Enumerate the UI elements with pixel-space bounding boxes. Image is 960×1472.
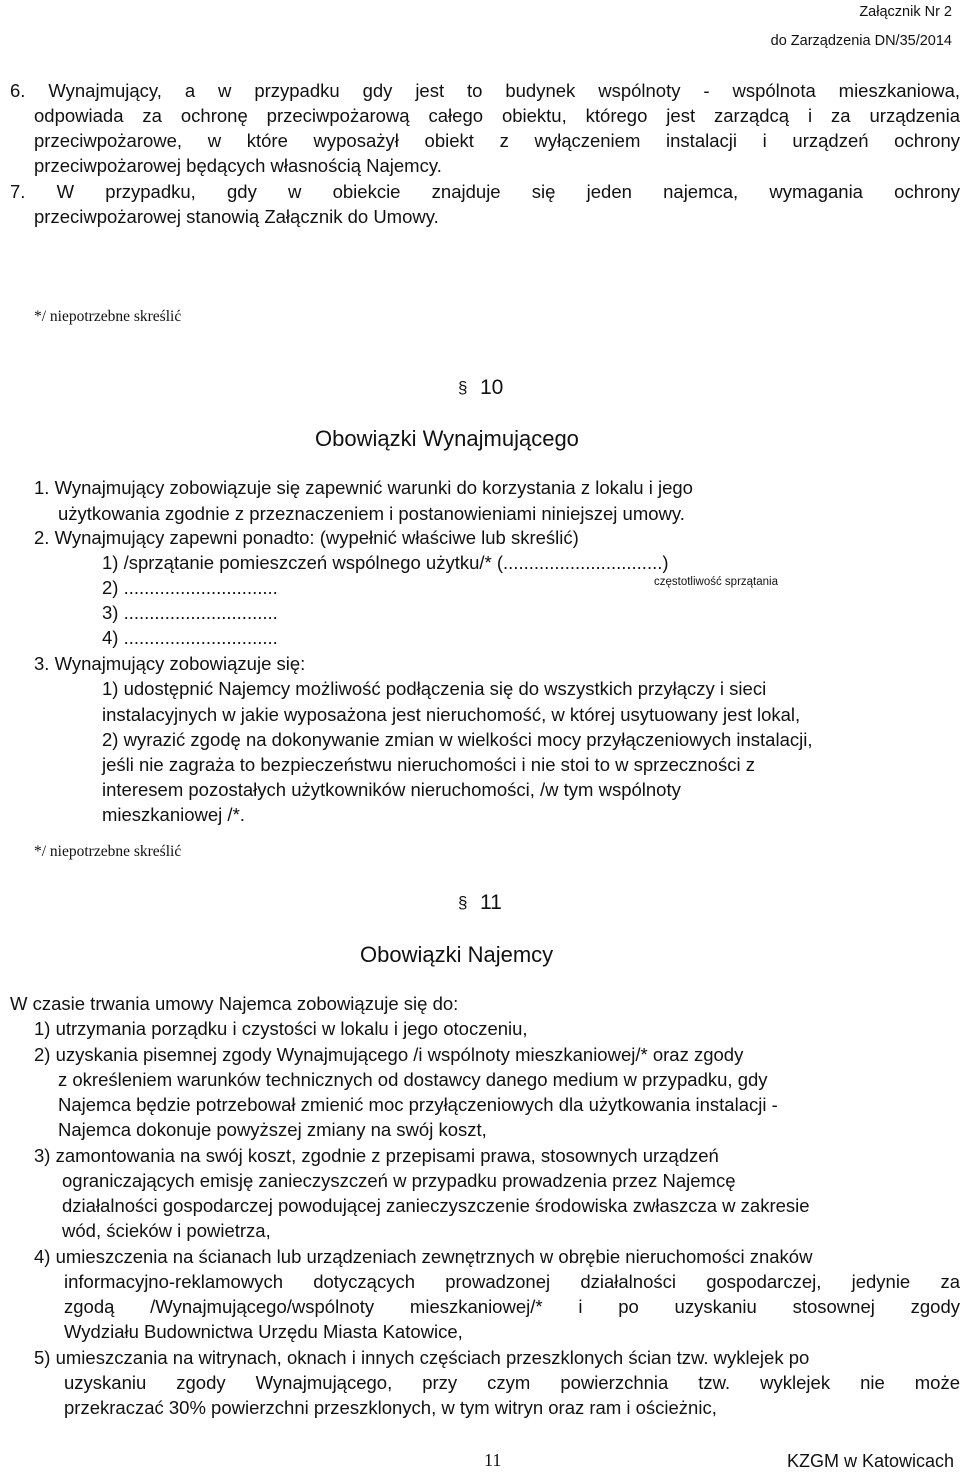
s11-item-4-line-2: informacyjno-reklamowych dotyczących prowadzonej działalności gospodarczej, jedynie za — [64, 1271, 960, 1292]
item-6-line-1: 6. Wynajmujący, a w przypadku gdy jest to budynek wspólnoty - wspólnota mieszkaniowa, — [10, 80, 960, 101]
item-7-line-2: przeciwpożarowej stanowią Załącznik do Umowy. — [34, 206, 439, 227]
section-number-10: 10 — [480, 376, 504, 399]
item-7-line-1: 7. W przypadku, gdy w obiekcie znajduje się jeden najemca, wymagania ochrony — [10, 181, 960, 202]
page-number: 11 — [484, 1450, 502, 1470]
s10-item-1-line-2: użytkowania zgodnie z przeznaczeniem i postanowieniami niniejszej umowy. — [58, 503, 685, 524]
section-mark-11: § — [458, 893, 468, 912]
s11-item-3-line-1: 3) zamontowania na swój koszt, zgodnie z przepisami prawa, stosownych urządzeń — [34, 1145, 719, 1166]
s11-item-3-line-2: ograniczających emisję zanieczyszczeń w przypadku prowadzenia przez Najemcę — [62, 1170, 736, 1191]
organization-footer: KZGM w Katowicach — [786, 1451, 954, 1471]
item-6-line-3: przeciwpożarowe, w które wyposażył obiekt z wyłączeniem instalacji i urządzeń ochrony — [34, 130, 960, 151]
s11-item-4-line-3: zgodą /Wynajmującego/wspólnoty mieszkaniowej/* i po uzyskaniu stosownej zgody — [64, 1296, 960, 1317]
item-6-line-4: przeciwpożarowej będących własnością Najemcy. — [34, 155, 442, 176]
s10-item-2-sub-3: 3) .............................. — [102, 602, 278, 623]
s11-item-3-line-3: działalności gospodarczej powodującej zanieczyszczenie środowiska zwłaszcza w zakresie — [62, 1195, 810, 1216]
s10-item-3-sub-2-line-1: 2) wyrazić zgodę na dokonywanie zmian w wielkości mocy przyłączeniowych instalacji, — [102, 729, 813, 750]
s10-item-3-sub-1-line-1: 1) udostępnić Najemcy możliwość podłączenia się do wszystkich przyłączy i sieci — [102, 678, 767, 699]
section-number-11: 11 — [480, 891, 502, 914]
s10-item-3-sub-1-line-2: instalacyjnych w jakie wyposażona jest nieruchomość, w której usytuowany jest lokal, — [102, 704, 801, 725]
s11-intro: W czasie trwania umowy Najemca zobowiązuje się do: — [10, 993, 459, 1014]
s11-item-2-line-3: Najemca będzie potrzebował zmienić moc przyłączeniowych dla użytkowania instalacji - — [58, 1094, 778, 1115]
s10-item-3-intro: 3. Wynajmujący zobowiązuje się: — [34, 653, 306, 674]
section-10-title: Obowiązki Wynajmującego — [315, 426, 579, 451]
s10-item-3-sub-2-line-3: interesem pozostałych użytkowników nieruchomości, /w tym wspólnoty — [102, 779, 681, 800]
item-6-line-2: odpowiada za ochronę przeciwpożarową całego obiektu, którego jest zarządcą i za urządzenia — [34, 105, 960, 126]
footnote-1: */ niepotrzebne skreślić — [34, 308, 182, 325]
s11-item-4-line-1: 4) umieszczenia na ścianach lub urządzeniach zewnętrznych w obrębie nieruchomości znaków — [34, 1246, 813, 1267]
section-mark-10: § — [458, 378, 468, 397]
s10-item-2-sub-4: 4) .............................. — [102, 627, 278, 648]
s10-item-2-sub-1: 1) /sprzątanie pomieszczeń wspólnego użytku/* (...............................) — [102, 552, 669, 573]
s11-item-2-line-2: z określeniem warunków technicznych od dostawcy danego medium w przypadku, gdy — [58, 1069, 768, 1090]
order-reference: do Zarządzenia DN/35/2014 — [770, 33, 952, 49]
footnote-2: */ niepotrzebne skreślić — [34, 843, 182, 860]
s11-item-3-line-4: wód, ścieków i powietrza, — [62, 1220, 271, 1241]
s11-item-5-line-3: przekraczać 30% powierzchni przeszklonych, w tym witryn oraz ram i ościeżnic, — [64, 1397, 717, 1418]
cleaning-frequency-label: częstotliwość sprzątania — [654, 576, 778, 588]
s11-item-5-line-1: 5) umieszczania na witrynach, oknach i innych częściach przeszklonych ścian tzw. wyklejek po — [34, 1347, 810, 1368]
s11-item-2-line-1: 2) uzyskania pisemnej zgody Wynajmującego /i wspólnoty mieszkaniowej/* oraz zgody — [34, 1044, 744, 1065]
section-11-title: Obowiązki Najemcy — [360, 942, 554, 967]
s10-item-3-sub-2-line-4: mieszkaniowej /*. — [102, 804, 245, 825]
attachment-label: Załącznik Nr 2 — [859, 4, 952, 20]
s10-item-1-line-1: 1. Wynajmujący zobowiązuje się zapewnić warunki do korzystania z lokalu i jego — [34, 477, 693, 498]
s10-item-3-sub-2-line-2: jeśli nie zagraża to bezpieczeństwu nieruchomości i nie stoi to w sprzeczności z — [102, 754, 755, 775]
s10-item-2-sub-2: 2) .............................. — [102, 577, 278, 598]
s11-item-1: 1) utrzymania porządku i czystości w lokalu i jego otoczeniu, — [34, 1018, 528, 1039]
s10-item-2-intro: 2. Wynajmujący zapewni ponadto: (wypełnić właściwe lub skreślić) — [34, 527, 579, 548]
s11-item-4-line-4: Wydziału Budownictwa Urzędu Miasta Katowice, — [64, 1321, 463, 1342]
s11-item-2-line-4: Najemca dokonuje powyższej zmiany na swój koszt, — [58, 1119, 487, 1140]
s11-item-5-line-2: uzyskaniu zgody Wynajmującego, przy czym powierzchnia tzw. wyklejek nie może — [64, 1372, 960, 1393]
